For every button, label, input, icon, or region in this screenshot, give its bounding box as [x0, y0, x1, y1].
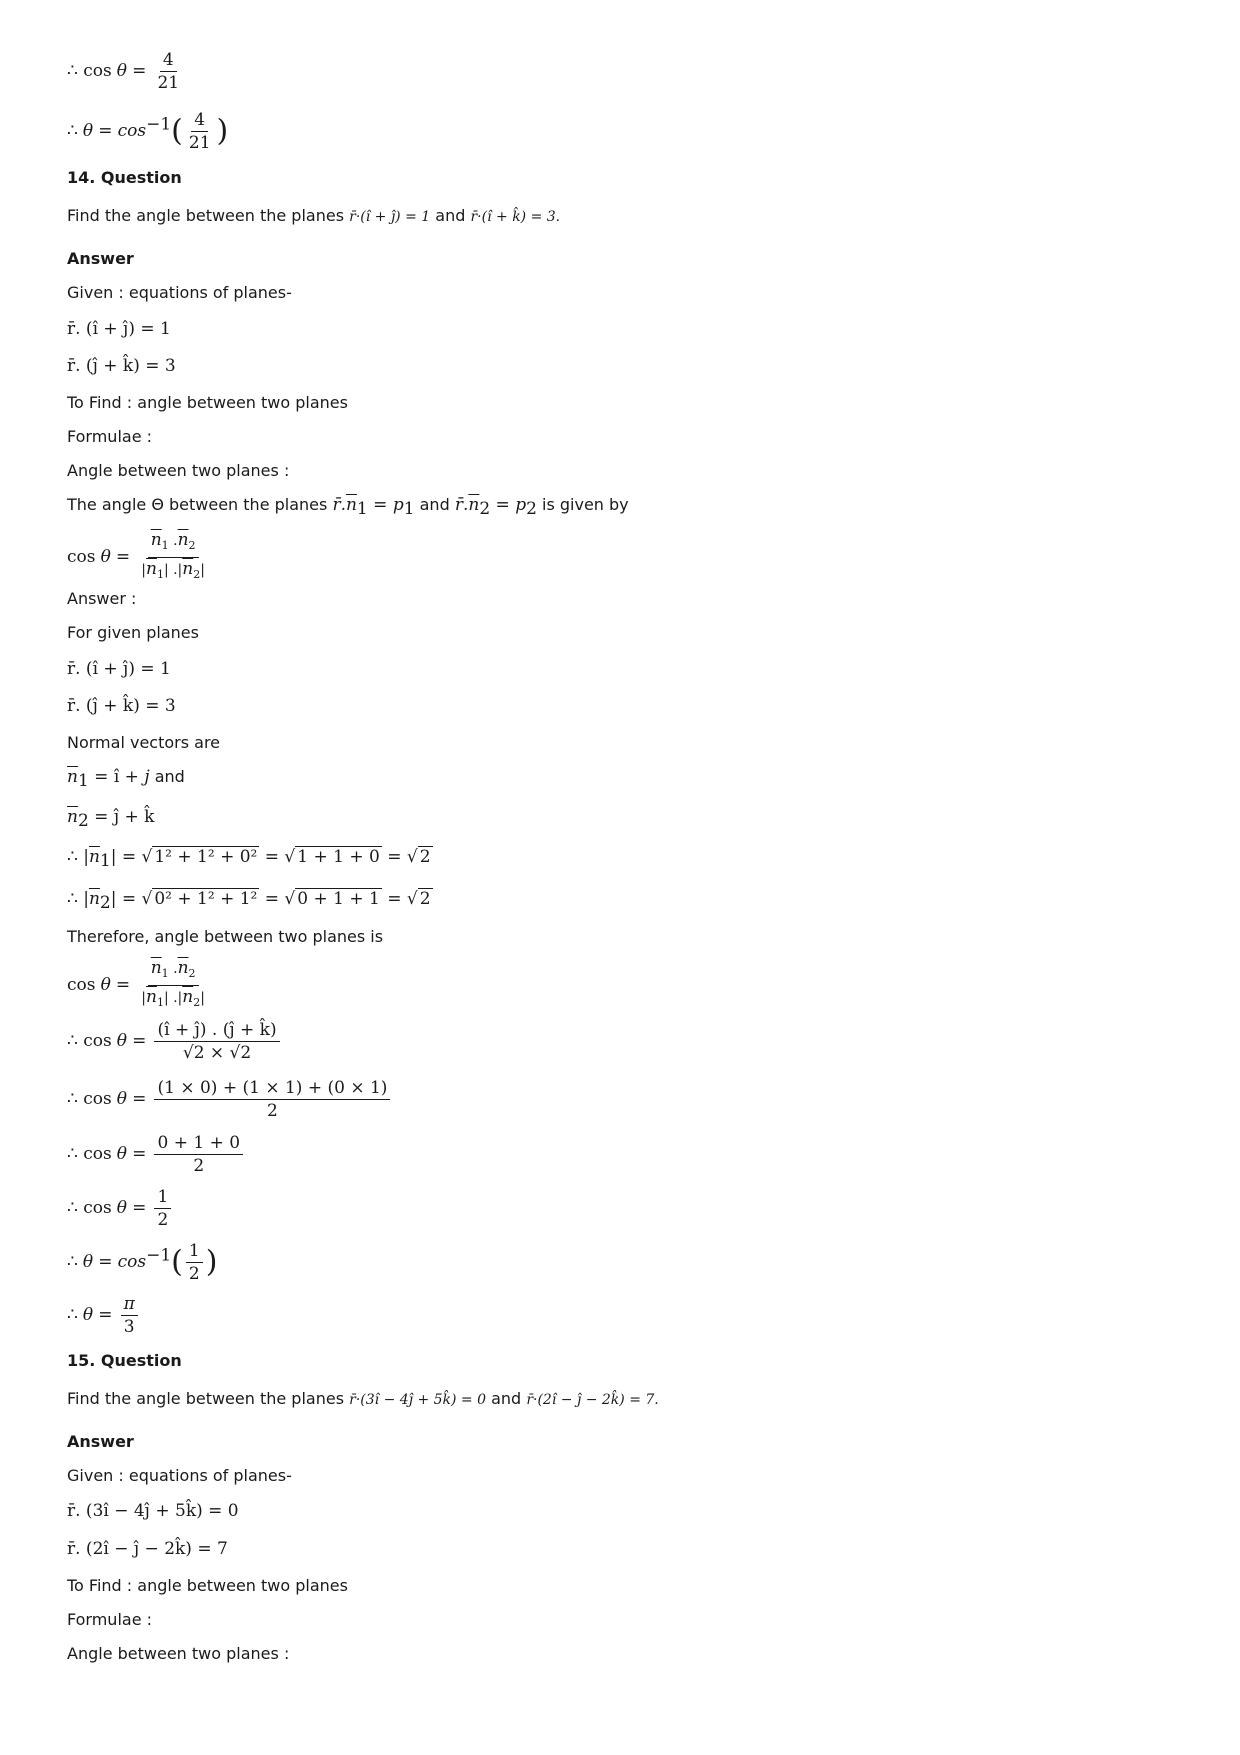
q15-eq2: r̄. (2î − ĵ − 2k̂) = 7	[67, 1539, 228, 1559]
q14-n1: $\overline{n}_1$ = î + j and	[67, 767, 185, 792]
q15-given: Given : equations of planes-	[67, 1466, 292, 1485]
q15-to-find: To Find : angle between two planes	[67, 1576, 348, 1595]
q15-prompt: Find the angle between the planes r̄·(3î − 4ĵ + 5k̂) = 0 and r̄·(2î − ĵ − 2k̂) = 7.	[67, 1389, 659, 1408]
q14-step-components: ∴ cos θ = $\frac{(1 \times 0) + (1 \times 1) + (0 \times 1)}{2}$	[67, 1078, 393, 1121]
q15-angle-between: Angle between two planes :	[67, 1644, 290, 1663]
q14-n2-magnitude: ∴ $|\overline{n}_2|$ = √ 0² + 1² + 1² = √ 0 + 1 + 1 = √ 2	[67, 889, 431, 914]
q14-step-sum: ∴ cos θ = $\frac{0 + 1 + 0}{2}$	[67, 1133, 246, 1176]
q14-n1-magnitude: ∴ $|\overline{n}_1|$ = √ 1² + 1² + 0² = √ 1 + 1 + 0 = √ 2	[67, 847, 431, 872]
q14-eq2-repeat: r̄. (ĵ + k̂) = 3	[67, 696, 176, 716]
q14-eq2: r̄. (ĵ + k̂) = 3	[67, 356, 176, 376]
q13-cos-result: ∴ cos θ = $\frac{4}{21}$	[67, 50, 180, 93]
q14-step-arccos: ∴ $\theta = \cos^{-1}$( $\frac{1}{2}$ )	[67, 1241, 218, 1284]
q14-cos-formula-repeat: cos θ = $\frac{\overline{n}_1 .\overline{n}_2}{|\overline{n}_1| .|\overline{n}_2|}$	[67, 958, 205, 1009]
q13-theta-result: ∴ $\theta = \cos^{-1}$( $\frac{4}{21}$ )	[67, 110, 229, 153]
q14-eq1: r̄. (î + ĵ) = 1	[67, 319, 171, 339]
q14-prompt: Find the angle between the planes r̄·(î + ĵ) = 1 and r̄·(î + k̂) = 3.	[67, 206, 561, 225]
q14-for-given: For given planes	[67, 623, 199, 642]
q14-formulae: Formulae :	[67, 427, 153, 446]
q14-to-find: To Find : angle between two planes	[67, 393, 348, 412]
q14-step-dot: ∴ cos θ = $\frac{(î + ĵ) . (ĵ + k̂)}{√2 \times √2}$	[67, 1020, 283, 1063]
q14-therefore: Therefore, angle between two planes is	[67, 927, 384, 946]
q14-heading: 14. Question	[67, 168, 182, 187]
q14-cos-formula: cos θ = $\frac{\overline{n}_1 .\overline{n}_2}{|\overline{n}_1| .|\overline{n}_2|}$	[67, 530, 205, 581]
q15-eq1: r̄. (3î − 4ĵ + 5k̂) = 0	[67, 1501, 239, 1521]
q14-final-angle: ∴ θ = $\frac{\pi}{3}$	[67, 1294, 141, 1337]
q15-formulae: Formulae :	[67, 1610, 153, 1629]
q14-answer-heading: Answer	[67, 249, 134, 268]
q14-given: Given : equations of planes-	[67, 283, 292, 302]
q14-n2: $\overline{n}_2$ = ĵ + k̂	[67, 807, 155, 832]
q15-heading: 15. Question	[67, 1351, 182, 1370]
q14-eq1-repeat: r̄. (î + ĵ) = 1	[67, 659, 171, 679]
q14-answer-label: Answer :	[67, 589, 137, 608]
q14-angle-between: Angle between two planes :	[67, 461, 290, 480]
q15-answer-heading: Answer	[67, 1432, 134, 1451]
q14-theta-statement: The angle Θ between the planes $r̄.\overline{n}_1 = p_1$ and $r̄.\overline{n}_2 = p_2$ is given by	[67, 495, 629, 520]
q14-step-half: ∴ cos θ = $\frac{1}{2}$	[67, 1187, 174, 1230]
q14-normal-vectors: Normal vectors are	[67, 733, 221, 752]
